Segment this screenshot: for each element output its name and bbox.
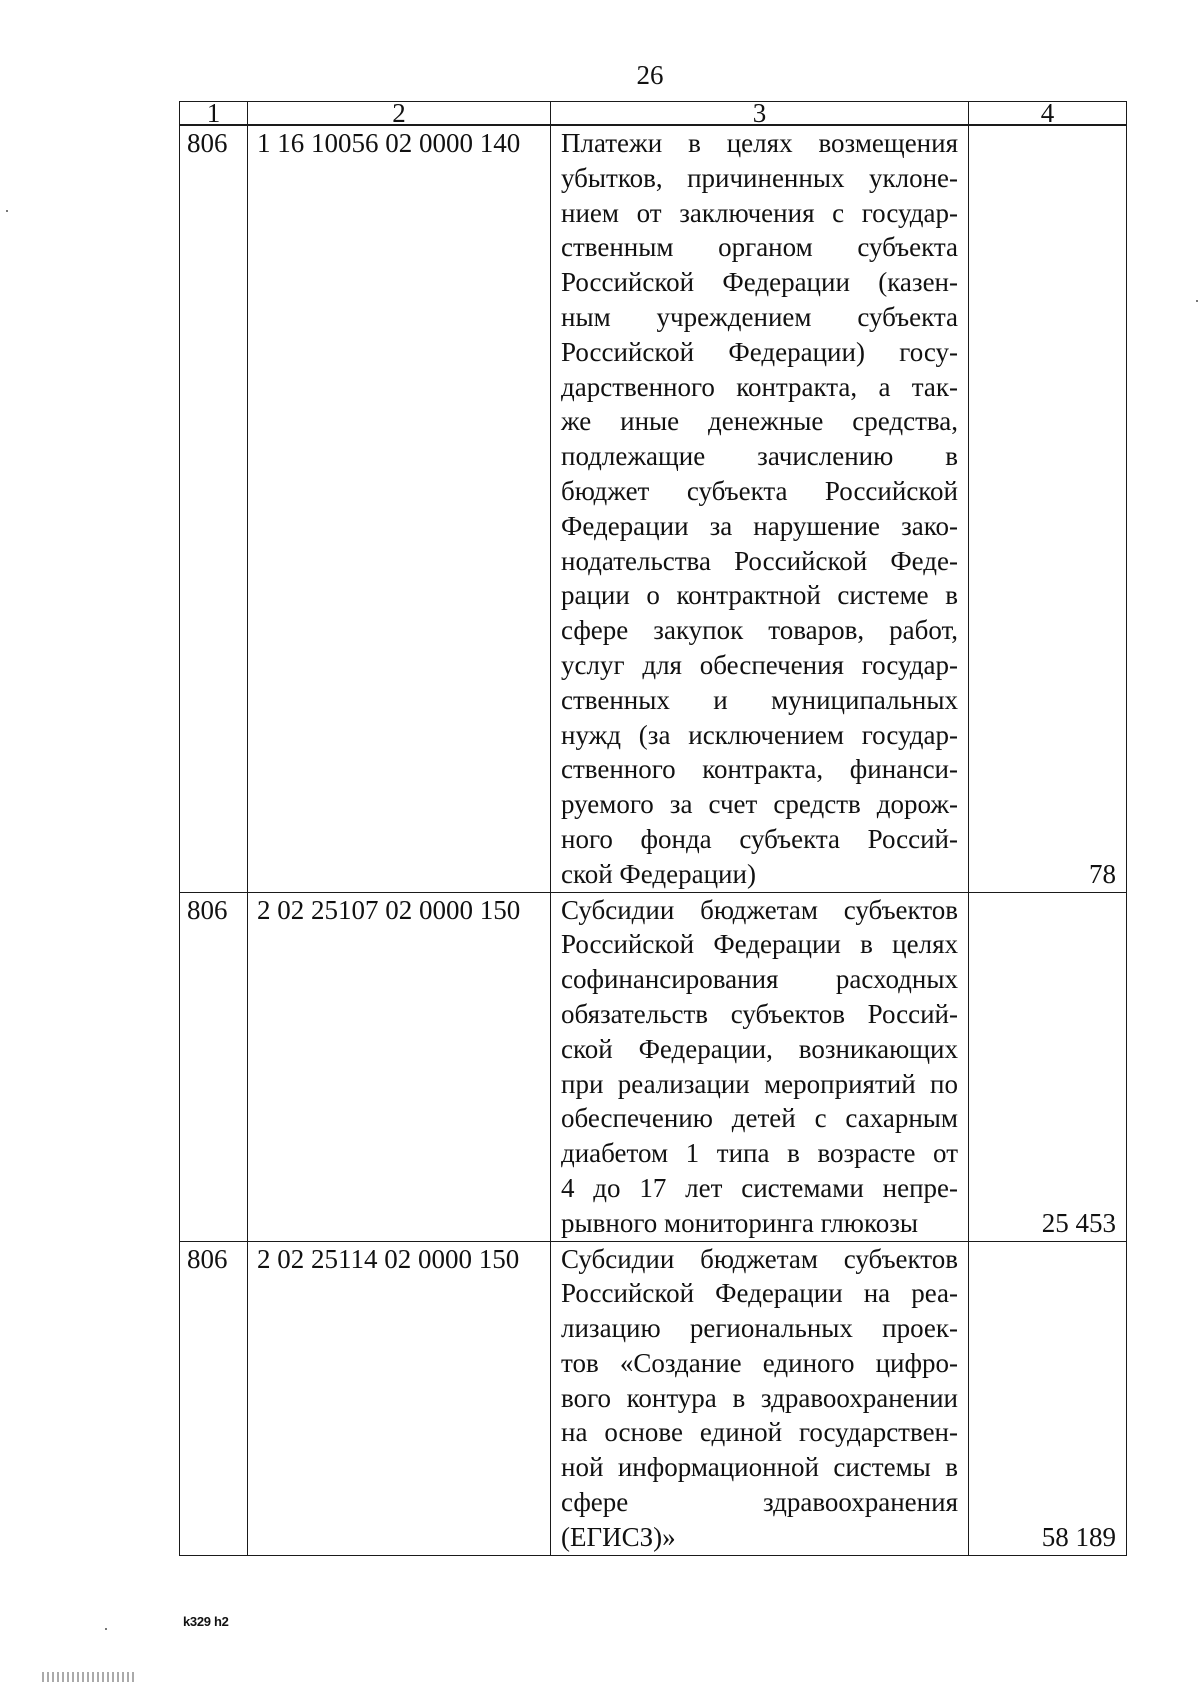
description-line: нужд (за исключением государ- — [561, 719, 958, 750]
table-row — [180, 1241, 1127, 1555]
description-line: (ЕГИСЗ)» — [561, 1521, 676, 1552]
description-line: ственного контракта, финанси- — [561, 754, 958, 785]
description-line: сфере закупок товаров, работ, — [561, 615, 958, 646]
budget-code-cell: 1 16 10056 02 0000 140 — [248, 125, 551, 892]
table-header-row — [180, 102, 1127, 126]
description-line: лизацию региональных проек- — [561, 1313, 958, 1344]
budget-code-cell: 2 02 25114 02 0000 150 — [248, 1241, 551, 1555]
scan-artifact — [42, 1672, 134, 1682]
page-number: 26 — [636, 60, 664, 90]
description-line: при реализации мероприятий по — [561, 1068, 958, 1099]
description-line: услуг для обеспечения государ- — [561, 649, 958, 680]
description-line: Платежи в целях возмещения — [561, 128, 958, 158]
description-line: обязательств субъектов Россий- — [561, 998, 958, 1029]
description-line: Российской Федерации на реа- — [561, 1278, 958, 1309]
description-line: сфере здравоохранения — [561, 1487, 958, 1518]
header-col-4: 4 — [969, 102, 1127, 126]
description-line: ской Федерации, возникающих — [561, 1033, 958, 1064]
description-line: обеспечению детей с сахарным — [561, 1103, 958, 1134]
description-line: 4 до 17 лет системами непре- — [561, 1172, 958, 1203]
description-line: Субсидии бюджетам субъектов — [561, 1243, 958, 1274]
description-line: же иные денежные средства, — [561, 406, 958, 437]
description-line: вого контура в здравоохранении — [561, 1382, 958, 1413]
description-line: Федерации за нарушение зако- — [561, 510, 958, 541]
header-col-1: 1 — [180, 102, 248, 126]
header-col-2: 2 — [248, 102, 551, 126]
amount-cell: 58 189 — [969, 1241, 1127, 1555]
description-line: софинансирования расходных — [561, 964, 958, 995]
table-row — [180, 892, 1127, 1241]
description-line: ственных и муниципальных — [561, 684, 958, 715]
description-line: на основе единой государствен- — [561, 1417, 958, 1448]
amount-cell: 78 — [969, 125, 1127, 892]
budget-code-cell: 2 02 25107 02 0000 150 — [248, 892, 551, 1241]
description-line: рации о контрактной системе в — [561, 580, 958, 611]
scan-artifact — [1196, 300, 1198, 302]
description-cell — [551, 1241, 969, 1555]
description-line: руемого за счет средств дорож- — [561, 789, 958, 820]
description-line: бюджет субъекта Российской — [561, 475, 958, 506]
description-line: Российской Федерации в целях — [561, 929, 958, 960]
admin-code-cell: 806 — [180, 1241, 248, 1555]
description-line: Российской Федерации (казен- — [561, 267, 958, 298]
description-line: подлежащие зачислению в — [561, 441, 958, 472]
description-line: ного фонда субъекта Россий- — [561, 823, 958, 854]
table-row — [180, 125, 1127, 892]
description-line: ственным органом субъекта — [561, 232, 958, 263]
budget-table — [179, 98, 1127, 1556]
footer-doc-code: k329 h2 — [183, 1614, 229, 1629]
admin-code-cell: 806 — [180, 125, 248, 892]
description-line: ным учреждением субъекта — [561, 301, 958, 332]
description-line: тов «Создание единого цифро- — [561, 1347, 958, 1378]
description-line: Российской Федерации) госу- — [561, 336, 958, 367]
description-line: нодательства Российской Феде- — [561, 545, 958, 576]
description-line: дарственного контракта, а так- — [561, 371, 958, 402]
description-line: ской Федерации) — [561, 858, 756, 889]
description-cell — [551, 892, 969, 1241]
scan-artifact — [6, 210, 8, 212]
description-line: Субсидии бюджетам субъектов — [561, 894, 958, 925]
description-line: ной информационной системы в — [561, 1452, 958, 1483]
description-cell — [551, 125, 969, 892]
description-line: убытков, причиненных уклоне- — [561, 162, 958, 193]
admin-code-cell: 806 — [180, 892, 248, 1241]
amount-cell: 25 453 — [969, 892, 1127, 1241]
header-col-3: 3 — [551, 102, 969, 126]
description-line: диабетом 1 типа в возрасте от — [561, 1138, 958, 1169]
description-line: нием от заключения с государ- — [561, 197, 958, 228]
description-line: рывного мониторинга глюкозы — [561, 1207, 919, 1238]
scan-artifact — [105, 1628, 107, 1630]
